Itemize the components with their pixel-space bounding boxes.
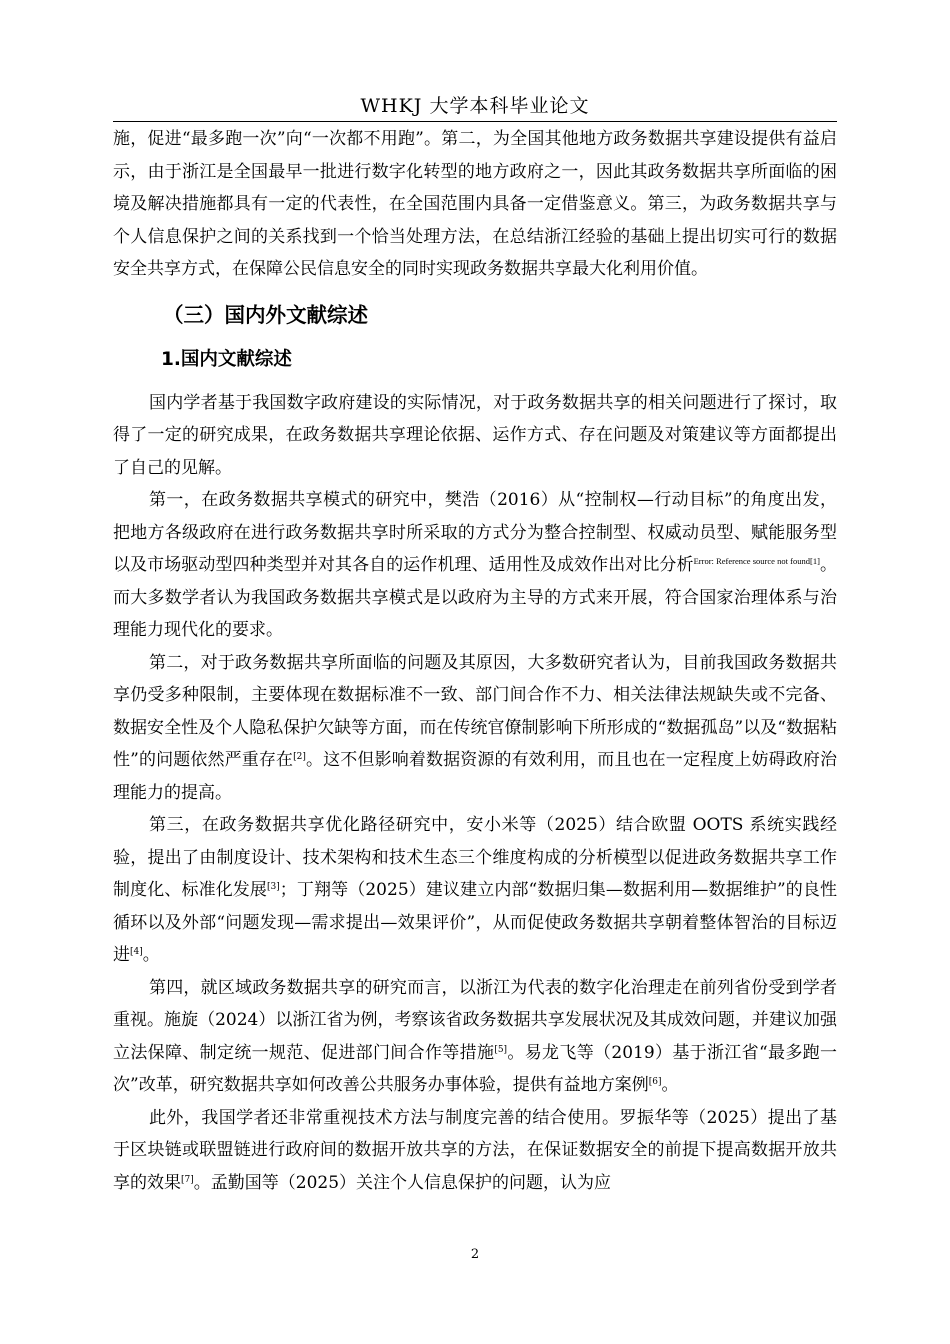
citation-error-1: Error: Reference source not found[1] xyxy=(693,556,820,566)
paragraph-2 xyxy=(113,484,837,647)
paragraph-3 xyxy=(113,647,837,810)
paragraph-3-text-b: 。这不但影响着数据资源的有效利用，而且也在一定程度上妨碍政府治理能力的提高。 xyxy=(113,750,837,803)
paragraph-5-text-b: 。易龙飞等（2019）基于浙江省“最多跑一次”改革，研究数据共享如何改善公共服务办事体验，提供有益地方案例 xyxy=(113,1042,837,1095)
citation-6: [6] xyxy=(648,1077,662,1087)
paragraph-2-text-a: 第一，在政务数据共享模式的研究中，樊浩（2016）从“控制权—行动目标”的角度出发，把地方各级政府在进行政务数据共享时所采取的方式分为整合控制型、权威动员型、赋能服务型以及市场驱动型四种类型并对其各自的运作机理、适用性及成效作出对比分析 xyxy=(113,490,837,575)
paragraph-6 xyxy=(113,1102,837,1200)
paragraph-1: 国内学者基于我国数字政府建设的实际情况，对于政务数据共享的相关问题进行了探讨，取得了一定的研究成果，在政务数据共享理论依据、运作方式、存在问题及对策建议等方面都提出了自己的见解。 xyxy=(113,392,837,478)
citation-7: [7] xyxy=(181,1174,194,1185)
page-number: 2 xyxy=(470,1247,480,1262)
paragraph-5-text-c: 。 xyxy=(661,1075,679,1095)
paragraph-4-text-a: 第三，在政务数据共享优化路径研究中，安小米等（2025）结合欧盟 OOTS 系统实践经验，提出了由制度设计、技术架构和技术生态三个维度构成的分析模型以促进政务数据共享工作制度化、标准化发展 xyxy=(113,815,837,900)
subsection-heading: 1.国内文献综述 xyxy=(161,348,292,370)
header-divider xyxy=(113,121,837,122)
running-header: WHKJ 大学本科毕业论文 xyxy=(360,95,590,117)
paragraph-4-text-c: 。 xyxy=(142,945,160,965)
section-heading: （三）国内外文献综述 xyxy=(163,302,368,327)
paragraph-3-text-a: 第二，对于政务数据共享所面临的问题及其原因，大多数研究者认为，目前我国政务数据共享仍受多种限制，主要体现在数据标准不一致、部门间合作不力、相关法律法规缺失或不完备、数据安全性及个人隐私保护欠缺等方面，而在传统官僚制影响下所形成的“数据孤岛”以及“数据粘性”的问题依然严重存在 xyxy=(113,652,837,770)
citation-2: [2] xyxy=(293,752,306,762)
paragraph-6-text-b: 。孟勤国等（2025）关注个人信息保护的问题，认为应 xyxy=(193,1172,612,1193)
body-text xyxy=(113,123,837,1199)
paragraph-2-text-b: 。而大多数学者认为我国政务数据共享模式是以政府为主导的方式来开展，符合国家治理体系与治理能力现代化的要求。 xyxy=(113,555,838,640)
citation-5: [5] xyxy=(494,1044,508,1055)
paragraph-5-text-a: 第四，就区域政务数据共享的研究而言，以浙江为代表的数字化治理走在前列省份受到学者重视。施旋（2024）以浙江省为例，考察该省政务数据共享发展状况及其成效问题，并建议加强立法保障、制定统一规范、促进部门间合作等措施 xyxy=(113,977,837,1063)
paragraph-6-text-a: 此外，我国学者还非常重视技术方法与制度完善的结合使用。罗振华等（2025）提出了基于区块链或联盟链进行政府间的数据开放共享的方法，在保证数据安全的前提下提高数据开放共享的效果 xyxy=(113,1107,837,1193)
intro-paragraph: 施，促进“最多跑一次”向“一次都不用跑”。第二，为全国其他地方政务数据共享建设提供有益启示，由于浙江是全国最早一批进行数字化转型的地方政府之一，因此其政务数据共享所面临的困境及解决措施都具有一定的代表性，在全国范围内具备一定借鉴意义。第三，为政务数据共享与个人信息保护之间的关系找到一个恰当处理方法，在总结浙江经验的基础上提出切实可行的数据安全共享方式，在保障公民信息安全的同时实现政务数据共享最大化利用价值。 xyxy=(113,129,837,279)
paragraph-4-text-b: ；丁翔等（2025）建议建立内部“数据归集—数据利用—数据维护”的良性循环以及外部“问题发现—需求提出—效果评价”，从而促使政务数据共享朝着整体智治的目标迈进 xyxy=(113,880,838,965)
citation-3: [3] xyxy=(267,882,280,892)
paragraph-5 xyxy=(113,972,837,1102)
citation-4: [4] xyxy=(130,947,143,957)
paragraph-4 xyxy=(113,809,837,972)
